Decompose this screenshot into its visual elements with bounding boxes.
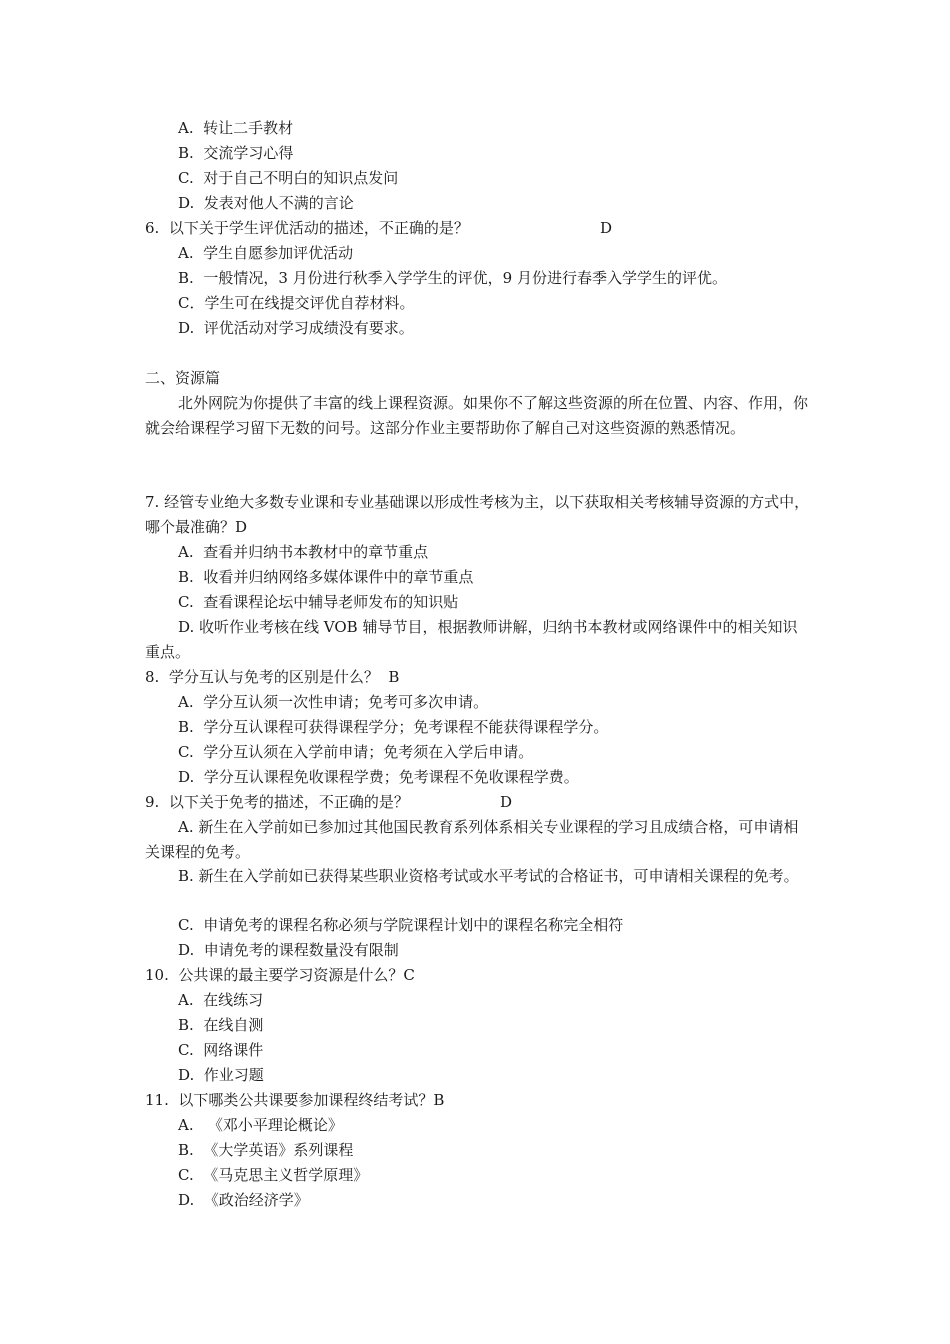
option-8a: A. 学分互认须一次性申请；免考可多次申请。 [178, 693, 489, 711]
option-9d: D. 申请免考的课程数量没有限制 [178, 941, 399, 959]
option-8d: D. 学分互认课程免收课程学费；免考课程不免收课程学费。 [178, 768, 579, 786]
option-10b: B. 在线自测 [178, 1016, 264, 1034]
section-intro: 北外网院为你提供了丰富的线上课程资源。如果你不了解这些资源的所在位置、内容、作用，你就会给课程学习留下无数的问号。这部分作业主要帮助你了解自己对这些资源的熟悉情况。 [145, 394, 809, 437]
question-8: 8. 学分互认与免考的区别是什么？ B [145, 668, 400, 686]
option-11d: D. 《政治经济学》 [178, 1191, 309, 1209]
answer-6: D [600, 219, 613, 237]
option-8c: C. 学分互认须在入学前申请；免考须在入学后申请。 [178, 743, 534, 761]
option-8b: B. 学分互认课程可获得课程学分；免考课程不能获得课程学分。 [178, 718, 609, 736]
option-11a: A. 《邓小平理论概论》 [178, 1116, 343, 1134]
option-7c: C. 查看课程论坛中辅导老师发布的知识贴 [178, 593, 459, 611]
question-7: 7. 经管专业绝大多数专业课和专业基础课以形成性考核为主，以下获取相关考核辅导资源的方式中，哪个最准确？D [145, 493, 810, 536]
option-11b: B. 《大学英语》系列课程 [178, 1141, 354, 1159]
option-5a: A. 转让二手教材 [178, 119, 294, 137]
option-9c: C. 申请免考的课程名称必须与学院课程计划中的课程名称完全相符 [178, 916, 624, 934]
option-10c: C. 网络课件 [178, 1041, 264, 1059]
question-10: 10. 公共课的最主要学习资源是什么？C [145, 966, 415, 984]
option-9a: A. 新生在入学前如已参加过其他国民教育系列体系相关专业课程的学习且成绩合格，可申请相关课程的免考。 [145, 818, 799, 861]
option-7d: D. 收听作业考核在线 VOB 辅导节目，根据教师讲解，归纳书本教材或网络课件中的相关知识重点。 [145, 618, 798, 661]
option-6d: D. 评优活动对学习成绩没有要求。 [178, 319, 414, 337]
option-10a: A. 在线练习 [178, 991, 264, 1009]
option-6c: C．学生可在线提交评优自荐材料。 [178, 294, 415, 312]
section-heading: 二、资源篇 [145, 369, 221, 387]
question-11: 11. 以下哪类公共课要参加课程终结考试？B [145, 1091, 445, 1109]
option-6b: B. 一般情况，3 月份进行秋季入学学生的评优，9 月份进行春季入学学生的评优。 [178, 269, 727, 287]
option-9b: B. 新生在入学前如已获得某些职业资格考试或水平考试的合格证书，可申请相关课程的免考。 [178, 867, 799, 885]
option-5d: D. 发表对他人不满的言论 [178, 194, 354, 212]
question-9: 9. 以下关于免考的描述，不正确的是？ [145, 793, 409, 811]
question-6: 6. 以下关于学生评优活动的描述，不正确的是？ [145, 219, 469, 237]
option-5c: C. 对于自己不明白的知识点发问 [178, 169, 399, 187]
option-6a: A. 学生自愿参加评优活动 [178, 244, 354, 262]
option-10d: D. 作业习题 [178, 1066, 264, 1084]
option-7b: B. 收看并归纳网络多媒体课件中的章节重点 [178, 568, 474, 586]
option-11c: C. 《马克思主义哲学原理》 [178, 1166, 369, 1184]
option-5b: B. 交流学习心得 [178, 144, 294, 162]
option-7a: A. 查看并归纳书本教材中的章节重点 [178, 543, 429, 561]
answer-9: D [500, 793, 513, 811]
